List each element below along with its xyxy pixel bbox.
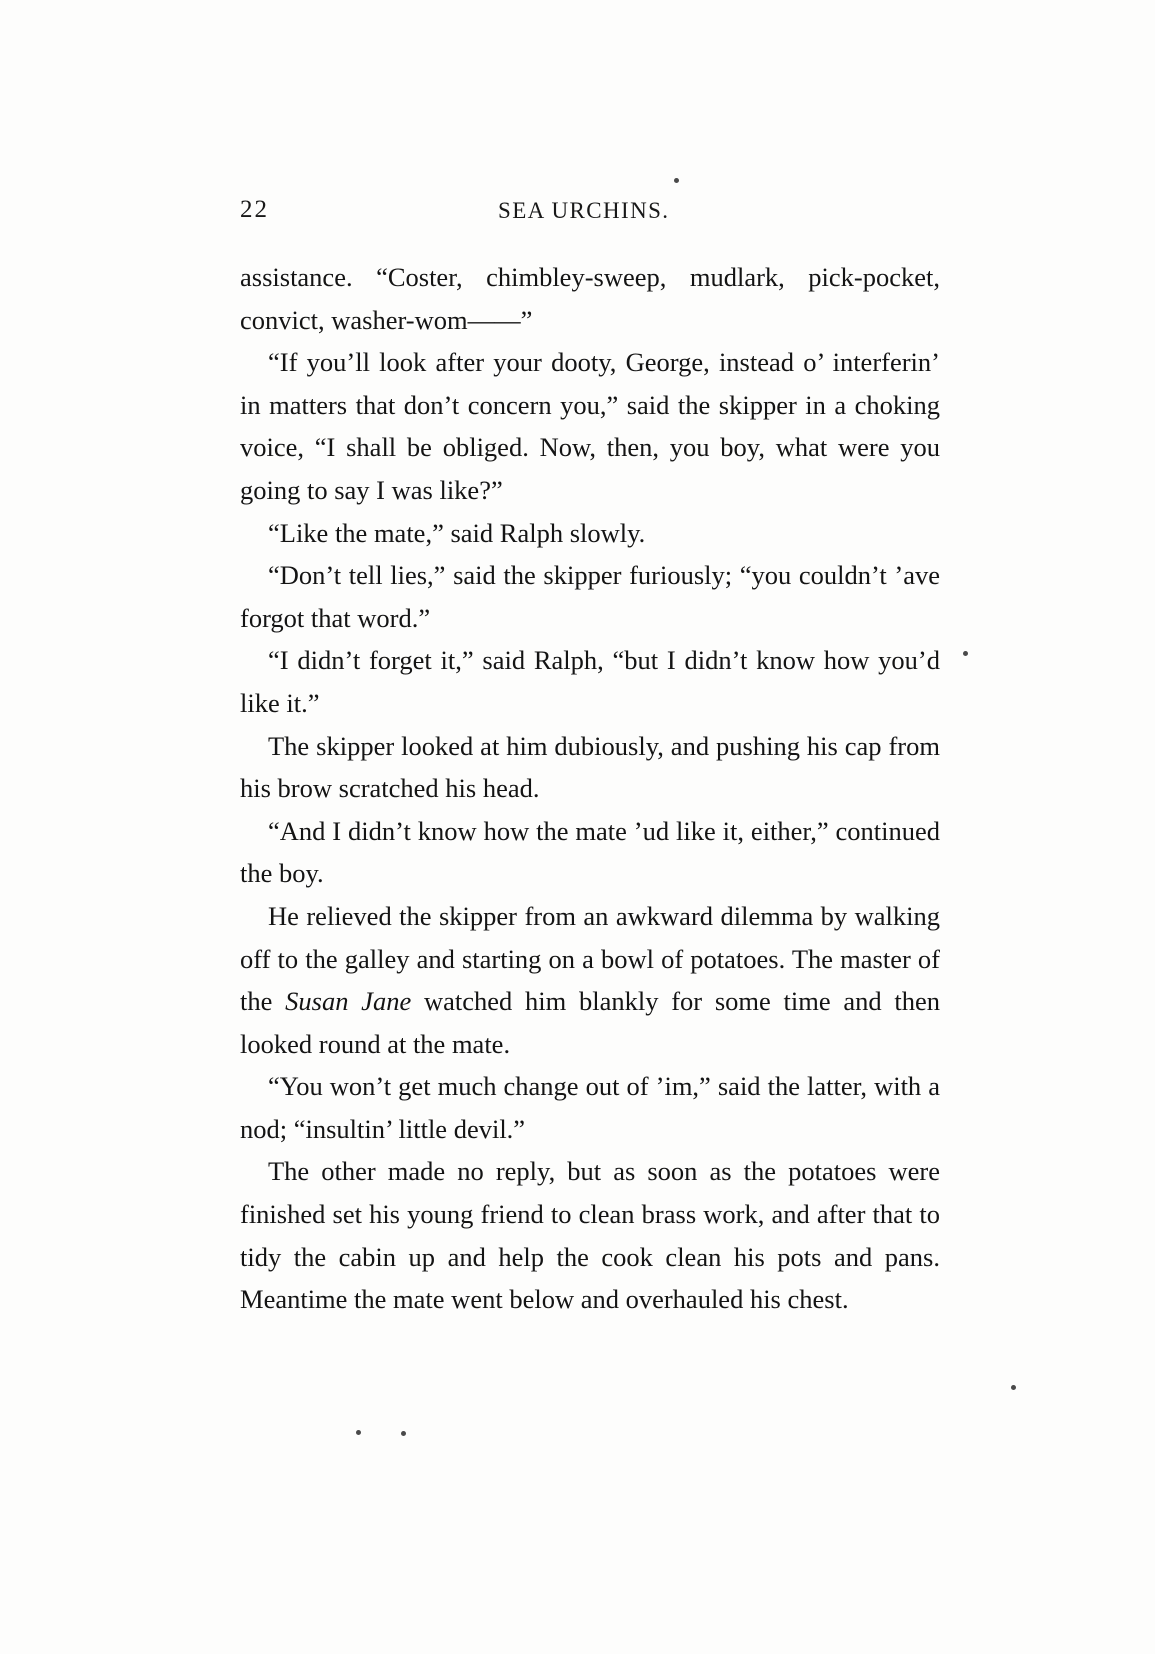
text-run: “Don’t tell lies,” said the skipper furiously; “you couldn’t ’ave forgot that word.” [240,560,940,633]
text-run: He relieved the skipper from an awkward dilemma by walking off to the galley and starting on a bowl of potatoes. The master of the [240,900,940,1017]
italic-title: Susan Jane [285,986,412,1017]
page-header [240,196,940,224]
text-run: “You won’t get much change out of ’im,” said the latter, with a nod; “insultin’ little devil.” [240,1071,940,1144]
text-run: “And I didn’t know how the mate ’ud like it, either,” continued the boy. [240,815,940,889]
paragraph [240,341,940,511]
text-run: The other made no reply, but as soon as the potatoes were finished set his young friend to clean brass work, and after that to tidy the cabin up and help the cook clean his pots and pans. Meantime the mate went below and overhauled his chest. [240,1156,940,1315]
text-run: The skipper looked at him dubiously, and pushing his cap from his brow scratched his head. [240,730,940,804]
text-run: “I didn’t forget it,” said Ralph, “but I didn’t know how you’d like it.” [240,645,940,718]
paragraph [240,1065,940,1150]
page-number: 22 [240,196,269,223]
text-run: assistance. “Coster, chimbley-sweep, mudlark, pick-pocket, convict, washer-wom——” [240,262,940,335]
paragraph [240,1150,940,1320]
body-text [240,256,940,1321]
paragraph [240,554,940,639]
paragraph [240,725,940,810]
text-run: “If you’ll look after your dooty, George, instead o’ interferin’ in matters that don’t concern you,” said the skipper in a choking voice, “I shall be obliged. Now, then, you boy, what were you going to say I was like?” [240,347,940,505]
ink-speck [674,178,679,183]
text-run: watched him blankly for some time and then looked round at the mate. [240,986,941,1059]
text-run: “Like the mate,” said Ralph slowly. [268,517,646,548]
paragraph [240,639,940,724]
ink-speck [356,1430,361,1435]
ink-speck [401,1431,406,1436]
paragraph [240,512,940,555]
ink-speck [963,651,968,656]
paragraph [240,895,940,1065]
ink-speck [1011,1385,1016,1390]
paragraph [240,256,940,341]
running-title: SEA URCHINS. [498,198,670,223]
paragraph [240,810,940,895]
